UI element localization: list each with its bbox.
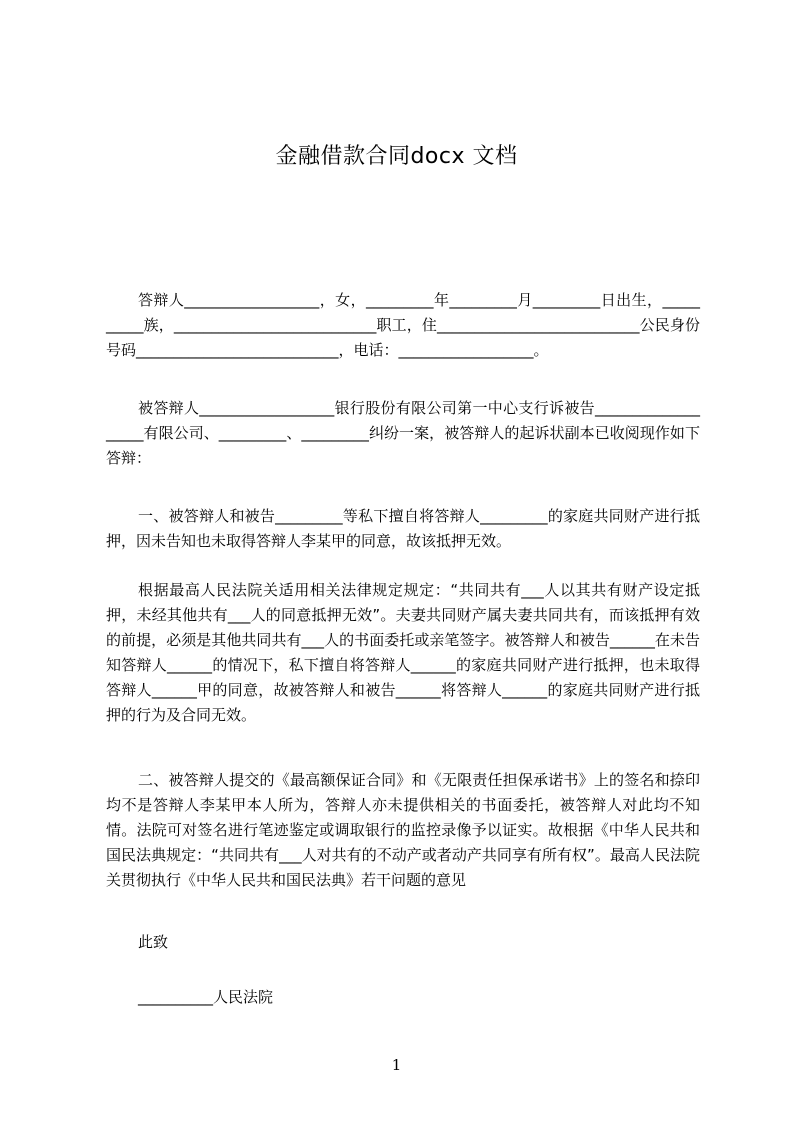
page-number: 1 — [391, 1056, 402, 1074]
respondee-case-paragraph: 被答辩人__________________银行股份有限公司第一中心支行诉被告___________________有限公司、_________、_________纠纷一案，被答辩人的起诉状副本已收阅现作如下答辩： — [106, 399, 700, 467]
defense-point-one-paragraph: 一、被答辩人和被告_________等私下擅自将答辩人_________的家庭共同财产进行抵押，因未告知也未取得答辩人李某甲的同意，故该抵押无效。 — [106, 507, 700, 550]
closing-salutation: 此致 — [138, 933, 169, 951]
legal-basis-paragraph: 根据最高人民法院关适用相关法律规定规定：“共同共有___人以其共有财产设定抵押，未经其他共有___人的同意抵押无效”。夫妻共同财产属夫妻共同共有，而该抵押有效的前提，必须是其他共同共有___人的书面委托或亲笔签字。被答辩人和被告______在未告知答辩人______的情况下，私下擅自将答辩人______的家庭共同财产进行抵押，也未取得答辩人______甲的同意，故被答辩人和被告______将答辩人______的家庭共同财产进行抵押的行为及合同无效。 — [106, 581, 700, 724]
respondent-info-paragraph: 答辩人__________________，女，_________年_________月_________日出生，__________族，___________________________职工，住___________________________公民身份号码___________________________，电话：__________________。 — [106, 291, 700, 359]
defense-point-two-paragraph: 二、被答辩人提交的《最高额保证合同》和《无限责任担保承诺书》上的签名和捺印均不是答辩人李某甲本人所为，答辩人亦未提供相关的书面委托，被答辩人对此均不知情。法院可对签名进行笔迹鉴定或调取银行的监控录像予以证实。故根据《中华人民共和国民法典规定：“共同共有___人对共有的不动产或者动产共同享有所有权”。最高人民法院关贯彻执行《中华人民共和国民法典》若干问题的意见 — [106, 771, 700, 889]
page-title: 金融借款合同docx 文档 — [275, 144, 518, 169]
court-name-line: __________人民法院 — [138, 988, 274, 1006]
